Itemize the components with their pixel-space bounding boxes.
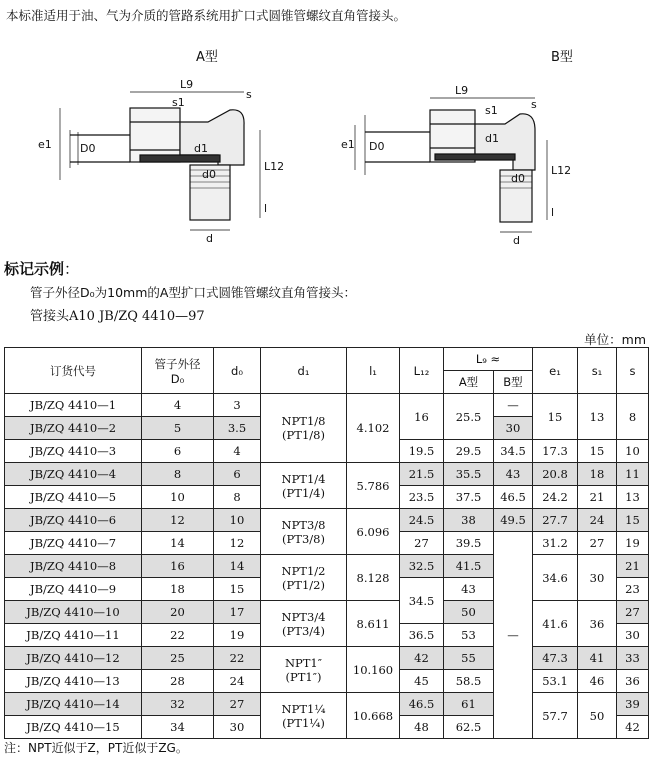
dim-l-b: l <box>551 206 555 219</box>
th-l1: l₁ <box>347 348 400 394</box>
table-row: JB/ZQ 4410—13 28 24 45 58.5 53.1 46 36 <box>5 670 649 693</box>
example-line-1: 管子外径D₀为10mm的A型扩口式圆锥管螺纹直角管接头： <box>30 285 356 300</box>
dim-e1-a: e1 <box>38 138 52 151</box>
th-l9: L₉ ≈ <box>444 348 533 371</box>
dim-d1-a: d1 <box>194 142 208 155</box>
table-row: JB/ZQ 4410—14 32 27 NPT1¼ (PT1¼) 10.668 46.5 61 57.7 50 39 <box>5 693 649 716</box>
th-e1: e₁ <box>533 348 578 394</box>
th-s1: s₁ <box>578 348 617 394</box>
table-row: JB/ZQ 4410—11 22 19 36.5 53 30 <box>5 624 649 647</box>
figure-a-label: A型 <box>196 50 218 65</box>
table-row: JB/ZQ 4410—10 20 17 NPT3/4 (PT3/4) 8.611 50 41.6 36 27 <box>5 601 649 624</box>
th-s: s <box>617 348 649 394</box>
intro-text: 本标准适用于油、气为介质的管路系统用扩口式圆锥管螺纹直角管接头。 <box>6 8 407 23</box>
dim-d0-a: D0 <box>80 142 96 155</box>
th-pipe-od: 管子外径 D₀ <box>142 348 214 394</box>
table-row: JB/ZQ 4410—3 6 4 19.5 29.5 34.5 17.3 15 10 <box>5 440 649 463</box>
dim-l12-a: L12 <box>264 160 285 173</box>
section-title: 标记示例： <box>4 260 80 278</box>
table-row: JB/ZQ 4410—2 5 3.5 30 <box>5 417 649 440</box>
dim-s1-a: s1 <box>172 96 185 109</box>
table-row: JB/ZQ 4410—15 34 30 48 62.5 42 <box>5 716 649 739</box>
spec-table <box>4 347 649 739</box>
dim-l9-a: L9 <box>180 78 194 91</box>
dim-d1-b: d1 <box>485 132 499 145</box>
figure-b-drawing <box>335 70 635 250</box>
dim-e1-b: e1 <box>341 138 355 151</box>
table-row: JB/ZQ 4410—6 12 10 NPT3/8 (PT3/8) 6.096 24.5 38 49.5 27.7 24 15 <box>5 509 649 532</box>
figure-b-label: B型 <box>551 50 573 65</box>
th-l12: L₁₂ <box>400 348 444 394</box>
dim-d0s-b: d0 <box>511 172 525 185</box>
table-note: 注：NPT近似于Z，PT近似于ZG。 <box>4 741 188 755</box>
dim-s-a: s <box>246 88 252 101</box>
table-row: JB/ZQ 4410—5 10 8 23.5 37.5 46.5 24.2 21 13 <box>5 486 649 509</box>
dim-s-b: s <box>531 98 537 111</box>
unit-label: 单位：mm <box>584 332 646 347</box>
th-d1: d₁ <box>261 348 347 394</box>
th-type-a: A型 <box>444 371 494 394</box>
th-type-b: B型 <box>494 371 533 394</box>
dim-l12-b: L12 <box>551 164 572 177</box>
dim-l9-b: L9 <box>455 84 469 97</box>
example-line-2: 管接头A10 JB/ZQ 4410—97 <box>30 309 205 324</box>
figure-a-drawing <box>30 70 290 250</box>
dim-d0s-a: d0 <box>202 168 216 181</box>
dim-d-b: d <box>513 234 520 247</box>
dim-s1-b: s1 <box>485 104 498 117</box>
table-header-row <box>5 348 649 371</box>
table-row: JB/ZQ 4410—7 14 12 27 39.5 — 31.2 27 19 <box>5 532 649 555</box>
dim-d0-b: D0 <box>369 140 385 153</box>
table-row: JB/ZQ 4410—8 16 14 NPT1/2 (PT1/2) 8.128 32.5 41.5 34.6 30 21 <box>5 555 649 578</box>
th-d0: d₀ <box>214 348 261 394</box>
table-row: JB/ZQ 4410—1 4 3 NPT1/8 (PT1/8) 4.102 16 25.5 — 15 13 8 <box>5 394 649 417</box>
table-row: JB/ZQ 4410—4 8 6 NPT1/4 (PT1/4) 5.786 21.5 35.5 43 20.8 18 11 <box>5 463 649 486</box>
dim-l-a: l <box>264 202 268 215</box>
th-code: 订货代号 <box>5 348 142 394</box>
dim-d-a: d <box>206 232 213 245</box>
table-row: JB/ZQ 4410—9 18 15 34.5 43 23 <box>5 578 649 601</box>
table-row: JB/ZQ 4410—12 25 22 NPT1″ (PT1″) 10.160 42 55 47.3 41 33 <box>5 647 649 670</box>
